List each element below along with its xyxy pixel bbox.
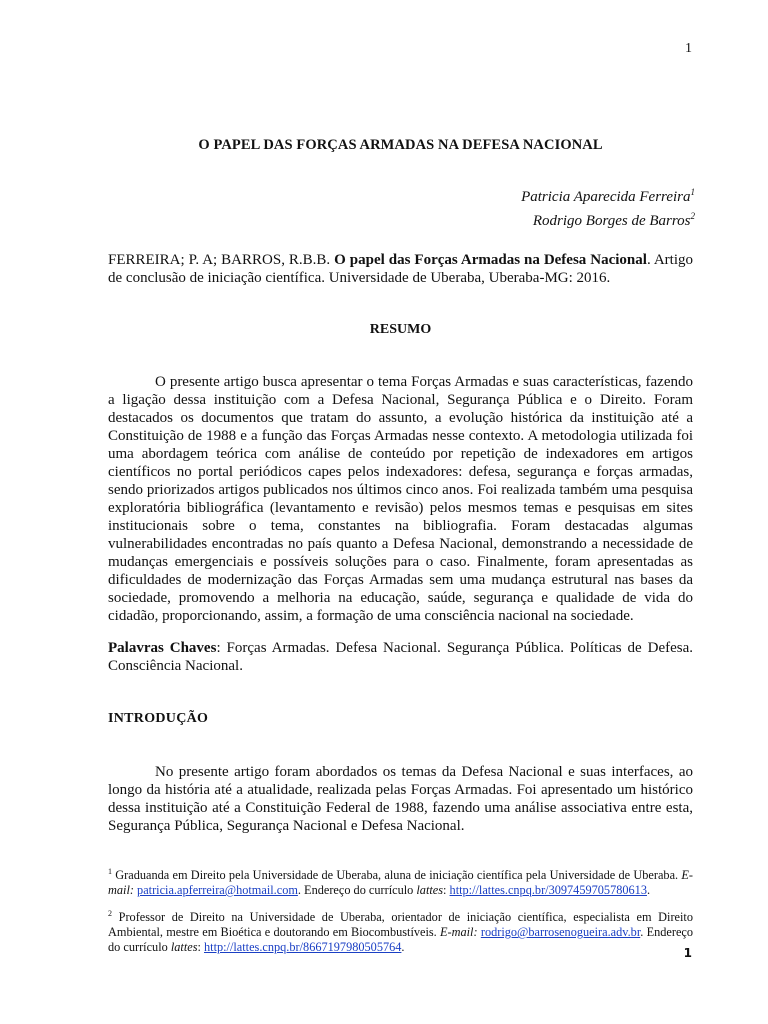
author-footnote-mark: 1 (690, 187, 695, 197)
citation-title: O papel das Forças Armadas na Defesa Nacional (334, 252, 647, 268)
author-2 (521, 207, 695, 231)
citation-prefix: FERREIRA; P. A; BARROS, R.B.B. (108, 252, 335, 268)
footnote-text: : (197, 940, 204, 955)
page-number-bottom: 1 (683, 946, 692, 960)
lattes-link[interactable]: http://lattes.cnpq.br/3097459705780613 (449, 883, 647, 898)
email-label: E-mail: (108, 868, 693, 898)
footnote-1 (108, 864, 693, 898)
email-link[interactable]: patricia.apferreira@hotmail.com (137, 883, 298, 898)
lattes-label: lattes (170, 940, 198, 955)
resumo-heading: RESUMO (369, 322, 432, 337)
introducao-body: No presente artigo foram abordados os temas da Defesa Nacional e suas interfaces, ao longo da história até a atualidade, realizada pelas Forças Armadas. Foi apresentado um histórico dessa instituição até a Constituição Federal de 1988, fazendo uma análise associativa entre esta, Segurança Pública, Segurança Nacional e Defesa Nacional. (108, 764, 693, 834)
authors-block (521, 183, 695, 231)
resumo-body: O presente artigo busca apresentar o tema Forças Armadas e suas características, fazendo a ligação dessa instituição com a Defesa Nacional, Segurança Pública e o Direito. Foram destacados os documentos que tratam do assunto, a evolução histórica da instituição até a Constituição de 1988 e a função das Forças Armadas nesse contexto. A metodologia utilizada foi uma abordagem teórica com análise de conteúdo por repetição de indexadores em artigos científicos no portal periódicos capes pelos indexadores: defesa, segurança e forças armadas, sendo priorizados artigos publicados nos últimos cinco anos. Foi realizada também uma pesquisa exploratória bibliográfica (levantamento e revisão) pelos mesmos temas e pesquisas em sites institucionais sobre o tema, constantes na bibliografia. Foram destacadas algumas vulnerabilidades encontradas no país quanto a Defesa Nacional, demonstrando a necessidade de mudanças emergenciais e possíveis soluções para o caso. Finalmente, foram apresentadas as dificuldades de modernização das Forças Armadas sem uma mudança estrutural nas bases da sociedade, promovendo a melhoria na educação, saúde, segurança e qualidade de vida do cidadão, proporcionando, assim, a formação de uma consciência nacional na sociedade. (108, 374, 693, 624)
footnote-mark: 1 (108, 867, 112, 876)
author-name: Patricia Aparecida Ferreira (521, 189, 691, 205)
document-title: O PAPEL DAS FORÇAS ARMADAS NA DEFESA NACIONAL (198, 137, 603, 153)
footnote-mark: 2 (108, 909, 112, 918)
citation (108, 251, 693, 287)
introducao-heading: INTRODUÇÃO (108, 711, 209, 726)
email-label: E-mail: (440, 925, 478, 940)
lattes-label: lattes (416, 883, 444, 898)
footnote-text: Graduanda em Direito pela Universidade de Uberaba, aluna de iniciação científica pela Universidade de Uberaba. (112, 868, 682, 883)
email-link[interactable]: rodrigo@barrosenogueira.adv.br (480, 925, 641, 940)
citation-suffix: . Artigo de conclusão de iniciação científica. Universidade de Uberaba, Uberaba-MG: 2016. (108, 252, 693, 286)
author-name: Rodrigo Borges de Barros (532, 213, 691, 229)
keywords (108, 639, 693, 675)
footnote-text: : (443, 883, 450, 898)
footnote-text: . Endereço do currículo (297, 883, 417, 898)
keywords-text: : Forças Armadas. Defesa Nacional. Segurança Pública. Políticas de Defesa. Consciência Nacional. (108, 640, 693, 674)
author-footnote-mark: 2 (690, 211, 695, 221)
footnote-text: . Endereço do currículo (108, 925, 694, 955)
lattes-link[interactable]: http://lattes.cnpq.br/8667197980505764 (204, 940, 402, 955)
footnote-end: . (401, 940, 405, 955)
footnote-end: . (646, 883, 651, 898)
author-1 (521, 183, 695, 207)
keywords-label: Palavras Chaves (108, 640, 217, 656)
footnote-text: Professor de Direito na Universidade de Uberaba, orientador de iniciação científica, especialista em Direito Ambiental, mestre em Bioética e doutorando em Biocombustíveis. (108, 910, 693, 940)
footnote-2 (108, 906, 693, 955)
page-number-top: 1 (685, 41, 692, 56)
